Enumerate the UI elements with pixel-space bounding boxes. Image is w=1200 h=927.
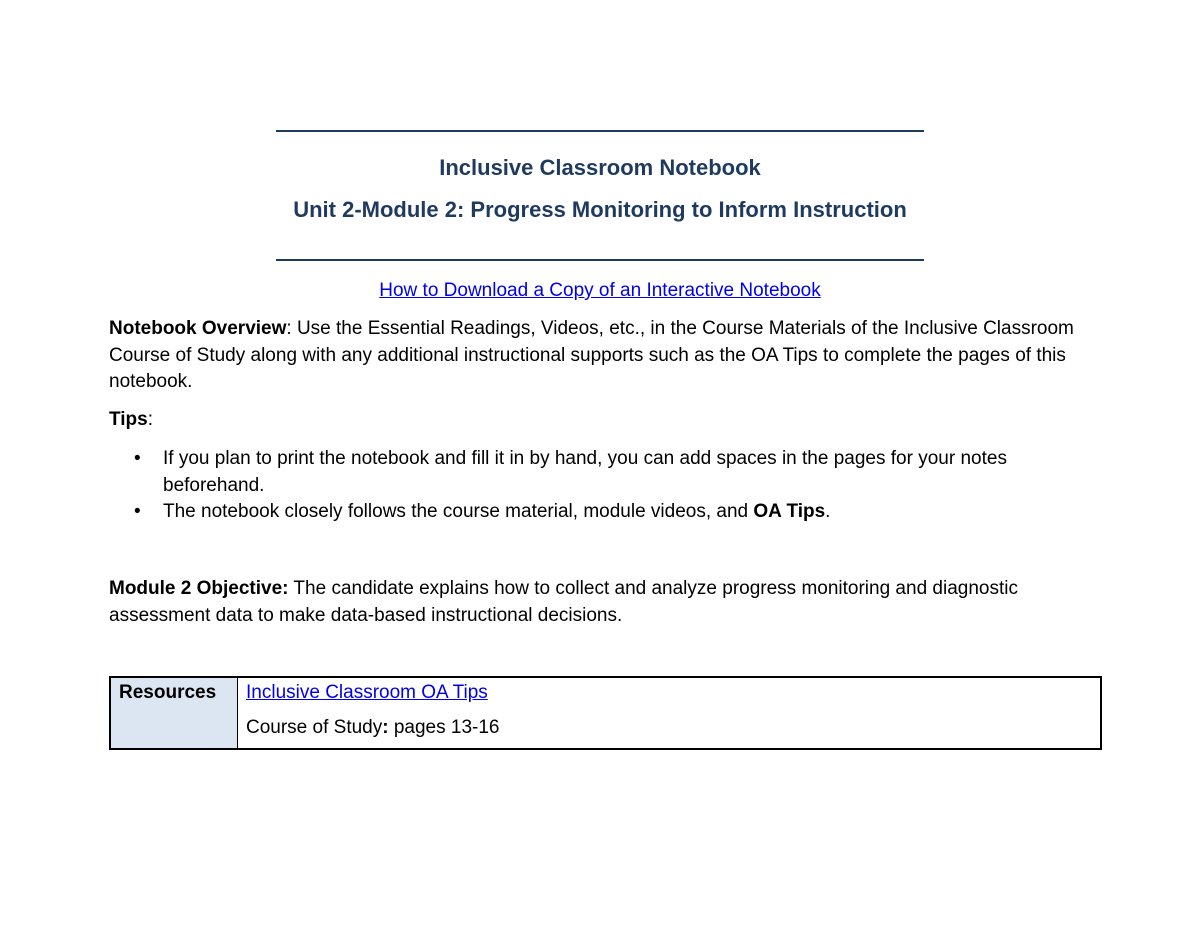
- tips-list: [109, 446, 1099, 526]
- objective-text: The candidate explains how to collect and analyze progress monitoring and diagnostic assessment data to make data-based instructional decisions.: [109, 578, 1018, 626]
- tips-heading: [109, 407, 1099, 434]
- bullet-icon: •: [134, 448, 141, 469]
- oa-tips-link[interactable]: Inclusive Classroom OA Tips: [246, 682, 488, 703]
- resources-content: [238, 678, 1100, 748]
- tip-text: If you plan to print the notebook and fill it in by hand, you can add spaces in the pages for your notes beforehand.: [163, 448, 1007, 496]
- top-divider: [276, 130, 924, 132]
- course-pages: pages 13-16: [388, 717, 500, 738]
- download-link-row: [0, 280, 1200, 302]
- tips-colon: :: [147, 409, 153, 430]
- course-of-study-line: [246, 716, 1100, 740]
- overview-text: : Use the Essential Readings, Videos, etc., in the Course Materials of the Inclusive Classroom Course of Study along with any additional instructional supports such as the OA Tips to complete the pages of this notebook.: [109, 318, 1074, 392]
- list-item: [109, 499, 1099, 526]
- tip-text-bold: OA Tips: [753, 501, 826, 522]
- overview-label: Notebook Overview: [109, 318, 287, 339]
- download-notebook-link[interactable]: How to Download a Copy of an Interactive Notebook: [379, 280, 821, 301]
- tips-label: Tips: [109, 409, 148, 430]
- resources-label: Resources: [111, 678, 238, 748]
- tip-text-before: The notebook closely follows the course material, module videos, and: [163, 501, 754, 522]
- page-subtitle: Unit 2-Module 2: Progress Monitoring to Inform Instruction: [293, 197, 907, 222]
- objective-label: Module 2 Objective:: [109, 578, 289, 599]
- course-colon: :: [382, 717, 389, 738]
- page-title: Inclusive Classroom Notebook: [439, 155, 761, 180]
- bottom-divider: [276, 259, 924, 261]
- bullet-icon: •: [134, 501, 141, 522]
- list-item: [109, 446, 1099, 499]
- course-label: Course of Study: [246, 717, 383, 738]
- resources-table: [109, 676, 1102, 750]
- notebook-overview: [109, 316, 1099, 396]
- module-objective: [109, 576, 1099, 629]
- tip-text-after: .: [825, 501, 831, 522]
